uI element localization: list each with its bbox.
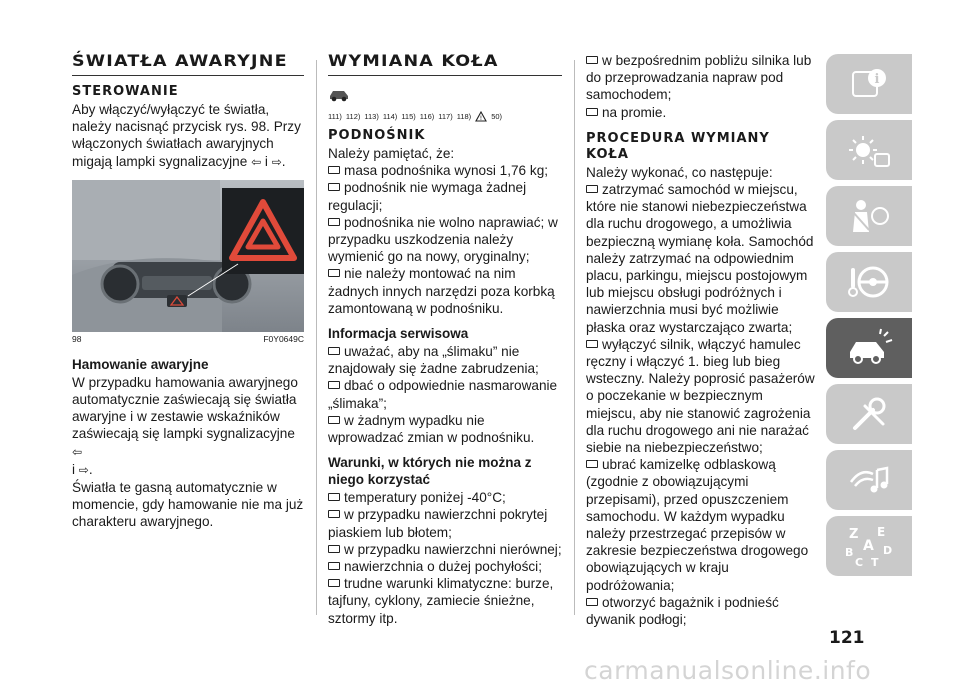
- bullet-icon: [586, 108, 598, 116]
- list-item: na promie.: [586, 104, 816, 121]
- tab-warning-lights[interactable]: [826, 120, 912, 180]
- column-divider: [316, 60, 317, 615]
- figure-hazard-button: [72, 180, 304, 332]
- seatbelt-airbag-icon: [847, 196, 891, 236]
- figure-caption: [72, 334, 304, 344]
- tab-index[interactable]: [826, 516, 912, 576]
- svg-text:i: i: [874, 72, 880, 87]
- bullet-icon: [328, 218, 340, 226]
- subsection-title-controls: STEROWANIE: [72, 84, 179, 99]
- list-item: otworzyć bagażnik i podnieść dywanik podłogi;: [586, 594, 779, 628]
- list-item: w przypadku nawierzchni pokrytej piaskiem lub błotem;: [328, 507, 548, 540]
- bullet-icon: [328, 381, 340, 389]
- tab-emergency[interactable]: [826, 318, 912, 378]
- bullet-icon: [328, 579, 340, 587]
- left-turn-arrow-icon: ⇦: [251, 154, 262, 169]
- column-hazard-lights: [72, 52, 304, 531]
- column-wheel-change-procedure: [586, 52, 816, 628]
- list-item: trudne warunki klimatyczne: burze, tajfuny, cyklony, zamiecie śnieżne, sztormy itp.: [328, 576, 554, 626]
- list-item: masa podnośnika wynosi 1,76 kg;: [328, 162, 562, 179]
- bullet-icon: [328, 269, 340, 277]
- watermark: carmanualsonline.info: [584, 656, 872, 685]
- procedure-intro: Należy wykonać, co następuje:: [586, 164, 773, 180]
- warning-light-icon: [847, 130, 891, 170]
- heading-conditions: Warunki, w których nie można z niego korzystać: [328, 455, 532, 488]
- jack-intro: Należy pamiętać, że:: [328, 146, 455, 161]
- caution-triangle-icon: [475, 111, 487, 122]
- dashboard-photo: [72, 180, 304, 332]
- svg-text:Z: Z: [849, 527, 859, 542]
- list-item: nie należy montować na nim żadnych innych narzędzi poza korbką zamontowaną w podnośniku.: [328, 266, 555, 316]
- tab-safety[interactable]: [826, 186, 912, 246]
- column-divider: [574, 60, 575, 615]
- tab-maintenance[interactable]: [826, 384, 912, 444]
- bullet-icon: [328, 347, 340, 355]
- subsection-title-jack: PODNOŚNIK: [328, 128, 426, 143]
- tab-multimedia[interactable]: [826, 450, 912, 510]
- bullet-icon: [328, 562, 340, 570]
- column-wheel-change: [328, 52, 562, 627]
- list-item: w przypadku nawierzchni nierównej;: [328, 541, 562, 558]
- svg-text:T: T: [871, 556, 879, 568]
- svg-text:B: B: [845, 546, 854, 559]
- breakdown-car-icon: [844, 328, 894, 368]
- list-item: ubrać kamizelkę odblaskową (zgodnie z obowiązującymi przepisami), przed opuszczeniem samochodu. W każdym wypadku należy przestrzegać przepisów w zakresie bezpieczeństwa drogowego obowiązujących w kraju podróżowania;: [586, 457, 809, 593]
- right-turn-arrow-icon: ⇨: [78, 462, 89, 477]
- figure-number: 98: [72, 333, 82, 344]
- media-music-icon: [847, 460, 891, 500]
- left-turn-arrow-icon: ⇦: [72, 444, 83, 459]
- figure-code: F0Y0649C: [263, 333, 304, 344]
- svg-text:A: A: [863, 538, 874, 554]
- list-item: wyłączyć silnik, włączyć hamulec ręczny i włączyć 1. bieg lub bieg wsteczny. Należy poprosić pasażerów o poczekanie w bezpiecznym miejscu, aby nie stanowić zagrożenia dla ruchu drogowego ani nie narażać siebie na niebezpieczeństwo;: [586, 336, 815, 456]
- hazard-intro-text: Aby włączyć/wyłączyć te światła, należy nacisnąć przycisk rys. 98. Przy włączonych światłach awaryjnych migają lampki sygnalizacyjne ⇦ i ⇨.: [72, 102, 301, 169]
- steering-key-icon: [847, 262, 891, 302]
- alphabet-index-icon: [843, 524, 895, 568]
- bullet-icon: [328, 416, 340, 424]
- info-icon: [849, 64, 889, 104]
- svg-text:E: E: [877, 525, 886, 539]
- list-item: dbać o odpowiednie nasmarowanie „ślimaka”;: [328, 378, 558, 411]
- bullet-icon: [328, 545, 340, 553]
- list-item: uważać, aby na „ślimaku” nie znajdowały się żadne zabrudzenia;: [328, 344, 539, 377]
- section-title-hazard-lights: ŚWIATŁA AWARYJNE: [72, 52, 304, 76]
- bullet-icon: [328, 493, 340, 501]
- bullet-icon: [586, 460, 598, 468]
- tools-maintenance-icon: [847, 394, 891, 434]
- bullet-icon: [586, 56, 598, 64]
- car-lift-icon: [328, 86, 562, 107]
- list-item: w bezpośrednim pobliżu silnika lub do przeprowadzania napraw pod samochodem;: [586, 53, 812, 103]
- list-item: temperatury poniżej -40°C;: [328, 489, 562, 506]
- bullet-icon: [328, 510, 340, 518]
- bullet-icon: [328, 166, 340, 174]
- right-turn-arrow-icon: ⇨: [271, 154, 282, 169]
- bullet-icon: [328, 183, 340, 191]
- svg-text:D: D: [883, 544, 893, 557]
- svg-text:C: C: [855, 556, 864, 568]
- list-item: podnośnika nie wolno naprawiać; w przypadku uszkodzenia należy wymienić go na nowy, oryginalny;: [328, 214, 558, 265]
- subsection-title-procedure: PROCEDURA WYMIANY KOŁA: [586, 130, 770, 162]
- chapter-tabs: [826, 54, 912, 582]
- bullet-icon: [586, 340, 598, 348]
- section-title-wheel-change: WYMIANA KOŁA: [328, 52, 562, 76]
- heading-service-info: Informacja serwisowa: [328, 326, 469, 342]
- bullet-icon: [586, 185, 598, 193]
- list-item: podnośnik nie wymaga żadnej regulacji;: [328, 180, 527, 213]
- list-item: nawierzchnia o dużej pochyłości;: [328, 558, 562, 575]
- heading-emergency-braking: Hamowanie awaryjne: [72, 356, 209, 372]
- tab-info[interactable]: [826, 54, 912, 114]
- warning-references: 111) 112) 113) 114) 115) 116) 117) 118) ! 50): [328, 112, 503, 122]
- braking-text-2: Światła te gasną automatycznie w momencie, gdy hamowanie nie ma już charakteru awaryjnego.: [72, 480, 304, 530]
- svg-text:!: !: [479, 115, 483, 122]
- page-number: 121: [829, 628, 865, 648]
- list-item: w żadnym wypadku nie wprowadzać zmian w podnośniku.: [328, 412, 535, 446]
- braking-text-1: W przypadku hamowania awaryjnego automatycznie zaświecają się światła awaryjne i w zestawie wskaźników zaświecają się lampki sygnalizacyjne ⇦ i ⇨.: [72, 374, 298, 477]
- tab-starting-driving[interactable]: [826, 252, 912, 312]
- list-item: zatrzymać samochód w miejscu, które nie stanowi niebezpieczeństwa dla ruchu drogowego, a umożliwia bezpieczną wymianę koła. Samochód należy zatrzymać na odpowiednim placu, parkingu, miejscu postojowym lub miejscu obsługi podróżnych i nawierzchnia musi być możliwie płaska oraz wystarczająco zwarta;: [586, 182, 814, 335]
- bullet-icon: [586, 598, 598, 606]
